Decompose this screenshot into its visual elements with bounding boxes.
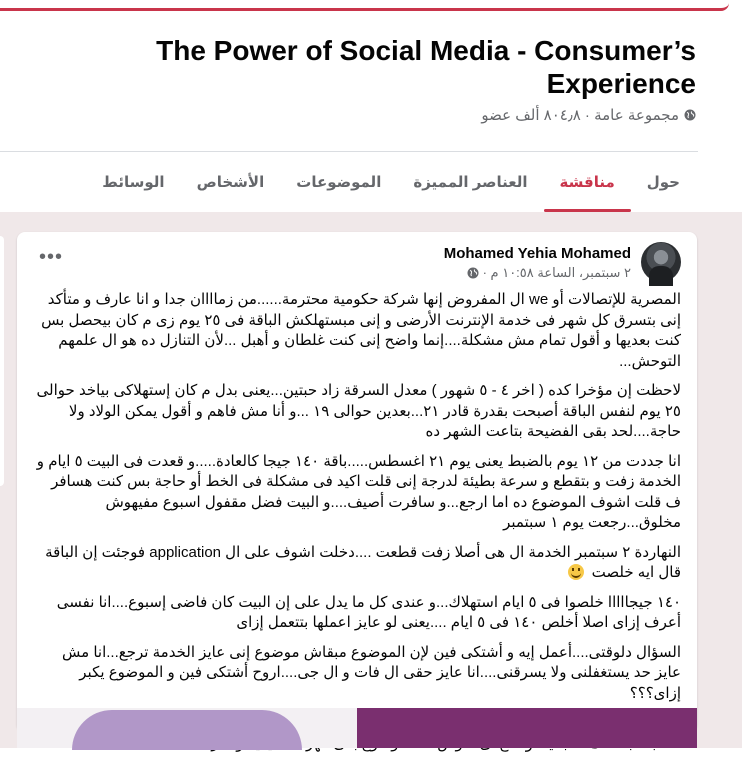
avatar[interactable] [641, 242, 681, 282]
feed-post [17, 232, 697, 732]
group-meta-text: مجموعة عامة · ٨٠٤٫٨ ألف عضو [481, 107, 679, 124]
post-author-name[interactable]: Mohamed Yehia Mohamed [443, 244, 631, 262]
tab-topics[interactable]: الموضوعات [296, 174, 382, 191]
author-block [444, 244, 631, 281]
header-accent-bar [0, 0, 729, 11]
globe-icon [467, 267, 479, 279]
tab-media[interactable]: الوسائط [102, 174, 165, 191]
post-time-text: ٢ سبتمبر، الساعة ١٠:٥٨ م · [482, 264, 631, 280]
tab-about[interactable]: حول [646, 174, 680, 191]
side-panel-edge [0, 236, 4, 486]
tab-featured[interactable]: العناصر المميزة [413, 174, 528, 191]
post-paragraph: المصرية للإتصالات أو we ال المفروض إنها شركة حكومية محترمة......من زماااان جدا و انا عارف و متأكد إنى بتسرق كل شهر فى خدمة الإنترنت الأرضى و إنى مبستهلكش الباقة فى ٢٥ يوم زى م كان بيحصل بس كنت بعديها و أقول تمام مش مشكلة....إنما واضح إنى كنت غلطان و أهبل ...لأن التنازل ده هو ال علمهم التوحش... [41, 291, 681, 370]
more-options-button[interactable]: ••• [39, 246, 64, 268]
tab-discussion[interactable]: مناقشة [544, 152, 631, 212]
preview-image-left [17, 708, 357, 748]
post-timestamp[interactable] [444, 265, 631, 281]
globe-icon [684, 109, 696, 121]
group-title[interactable]: The Power of Social Media - Consumer’s Experience [156, 35, 696, 99]
post-paragraph: السؤال دلوقتى....أعمل إيه و أشتكى فين لإن الموضوع مبقاش موضوع إنى عايز الخدمة ترجع...انا مش عايز حد يستغفلنى ولا يسرقنى....انا عايز حقى ال فات و ال جى....اروح أشتكى فين و الموضوع يكبر إزاى؟؟؟ [62, 643, 681, 702]
next-post-media-preview[interactable] [17, 708, 697, 748]
post-body [33, 290, 681, 763]
post-header [444, 242, 681, 282]
preview-image-right [357, 708, 697, 748]
group-meta [481, 106, 696, 124]
post-paragraph: لاحظت إن مؤخرا كده ( اخر ٤ - ٥ شهور ) معدل السرقة زاد حبتين...يعنى بدل م كان إستهلاكى بياخد حوالى ٢٥ يوم لنفس الباقة أصبحت بقدرة قادر ٢١...بعدين حوالى ١٩ ...و أنا مش فاهم و أقول يمكن الولاد ولا حاجة....لحد بقى الفضيحة بتاعت الشهر ده [36, 382, 681, 440]
post-paragraph-text: النهاردة ٢ سبتمبر الخدمة ال هى أصلا زفت قطعت ....دخلت اشوف على ال application فوجئت إن الباقة قال ايه خلصت [45, 543, 681, 581]
post-paragraph [33, 543, 681, 584]
post-paragraph: ١٤٠ جيجااااا خلصوا فى ٥ ايام استهلاك...و عندى كل ما يدل على إن البيت كان فاضى إسبوع....انا نفسى أعرف إزاى اصلا أخلص ١٤٠ فى ٥ ايام ....يعنى لو عايز اعملها بتتعمل إزاى [56, 593, 681, 631]
post-paragraph: انا جددت من ١٢ يوم بالضبط يعنى يوم ٢١ اغسطس.....باقة ١٤٠ جيجا كالعادة.....و قعدت فى البيت ٥ ايام و الخدمة زفت و بتقطع و سرعة بطيئة لدرجة إنى قلت اكيد فى مشكلة فى الخط أو حاجة بس كنت هسافر ف قلت اشوف الموضوع ده اما ارجع...و سافرت أصيف....و البيت فضل مقفول اسبوع مفيهوش مخلوق...رجعت يوم ١ سبتمبر [36, 452, 681, 531]
tab-people[interactable]: الأشخاص [196, 174, 265, 191]
smiling-face-icon [568, 564, 584, 580]
group-tabs [86, 152, 696, 212]
